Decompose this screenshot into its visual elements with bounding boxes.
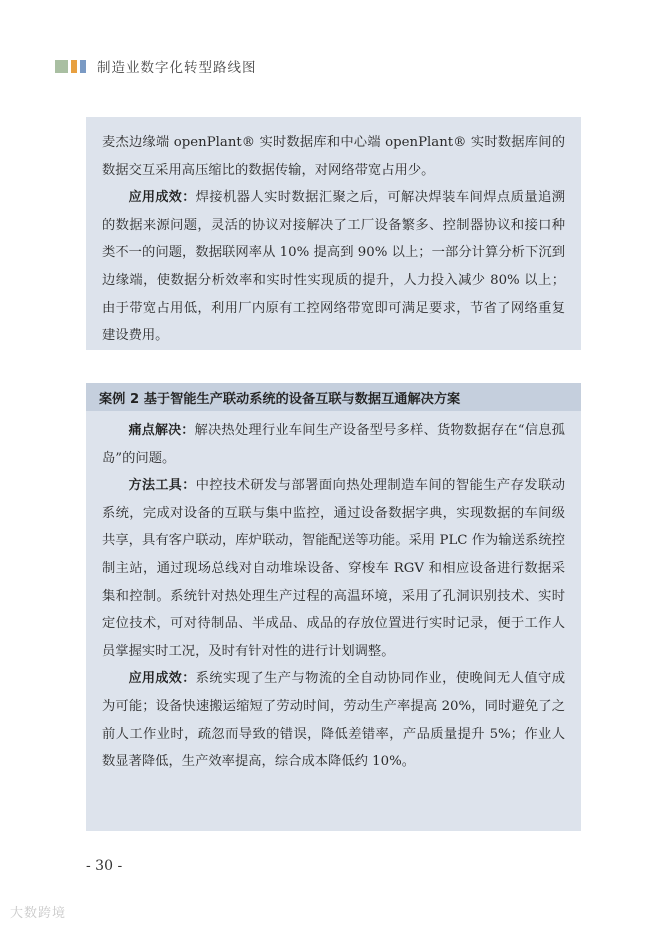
case2-title-bar [86, 383, 581, 411]
case2-title: 案例 2 基于智能生产联动系统的设备互联与数据互通解决方案 [99, 391, 461, 407]
case2-result-paragraph [102, 665, 565, 775]
case1-result-label: 应用成效： [128, 190, 196, 206]
running-header [55, 56, 257, 76]
page-number: - 30 - [86, 858, 123, 874]
header-square-blue [80, 60, 86, 73]
case2-result-label: 应用成效： [128, 671, 196, 687]
case1-result-paragraph [102, 184, 565, 350]
case2-box [86, 383, 581, 831]
case2-method-text: 中控技术研发与部署面向热处理制造车间的智能生产存发联动系统，完成对设备的互联与集中监控，通过设备数据字典，实现数据的车间级共享，具有客户联动，库炉联动，智能配送等功能。采用 PLC 作为输送系统控制主站，通过现场总线对自动堆垛设备、穿梭车 RGV 和相应设备进行数据采集和控制。系统针对热处理生产过程的高温环境，采用了孔洞识别技术、实时定位技术，可对待制品、半成品、成品的存放位置进行实时记录，便于工作人员掌握实时工况，及时有针对性的进行计划调整。 [102, 478, 565, 659]
case2-result-text: 系统实现了生产与物流的全自动协同作业，使晚间无人值守成为可能；设备快速搬运缩短了劳动时间，劳动生产率提高 20%，同时避免了之前人工作业时，疏忽而导致的错误，降低差错率，产品质量提升 5%；作业人数显著降低，生产效率提高，综合成本降低约 10%。 [102, 671, 565, 770]
header-square-orange [71, 60, 77, 73]
case1-paragraph-1: 麦杰边缘端 openPlant® 实时数据库和中心端 openPlant® 实时数据库间的数据交互采用高压缩比的数据传输，对网络带宽占用少。 [102, 135, 565, 178]
case2-method-paragraph [102, 472, 565, 665]
case1-continuation-box [86, 117, 581, 350]
case2-method-label: 方法工具： [128, 478, 196, 494]
case2-pain-text: 解决热处理行业车间生产设备型号多样、货物数据存在“信息孤岛”的问题。 [102, 423, 565, 466]
case1-result-text: 焊接机器人实时数据汇聚之后，可解决焊装车间焊点质量追溯的数据来源问题，灵活的协议对接解决了工厂设备繁多、控制器协议和接口种类不一的问题，数据联网率从 10% 提高到 90% 以上；一部分计算分析下沉到边缘端，使数据分析效率和实时性实现质的提升，人力投入减少 80% 以上；由于带宽占用低，利用厂内原有工控网络带宽即可满足要求，节省了网络重复建设费用。 [102, 190, 565, 344]
case2-pain-paragraph [102, 417, 565, 472]
watermark: 大数跨境 [10, 906, 67, 921]
header-title: 制造业数字化转型路线图 [97, 60, 257, 76]
header-square-green [55, 60, 68, 73]
case2-pain-label: 痛点解决： [128, 423, 195, 438]
